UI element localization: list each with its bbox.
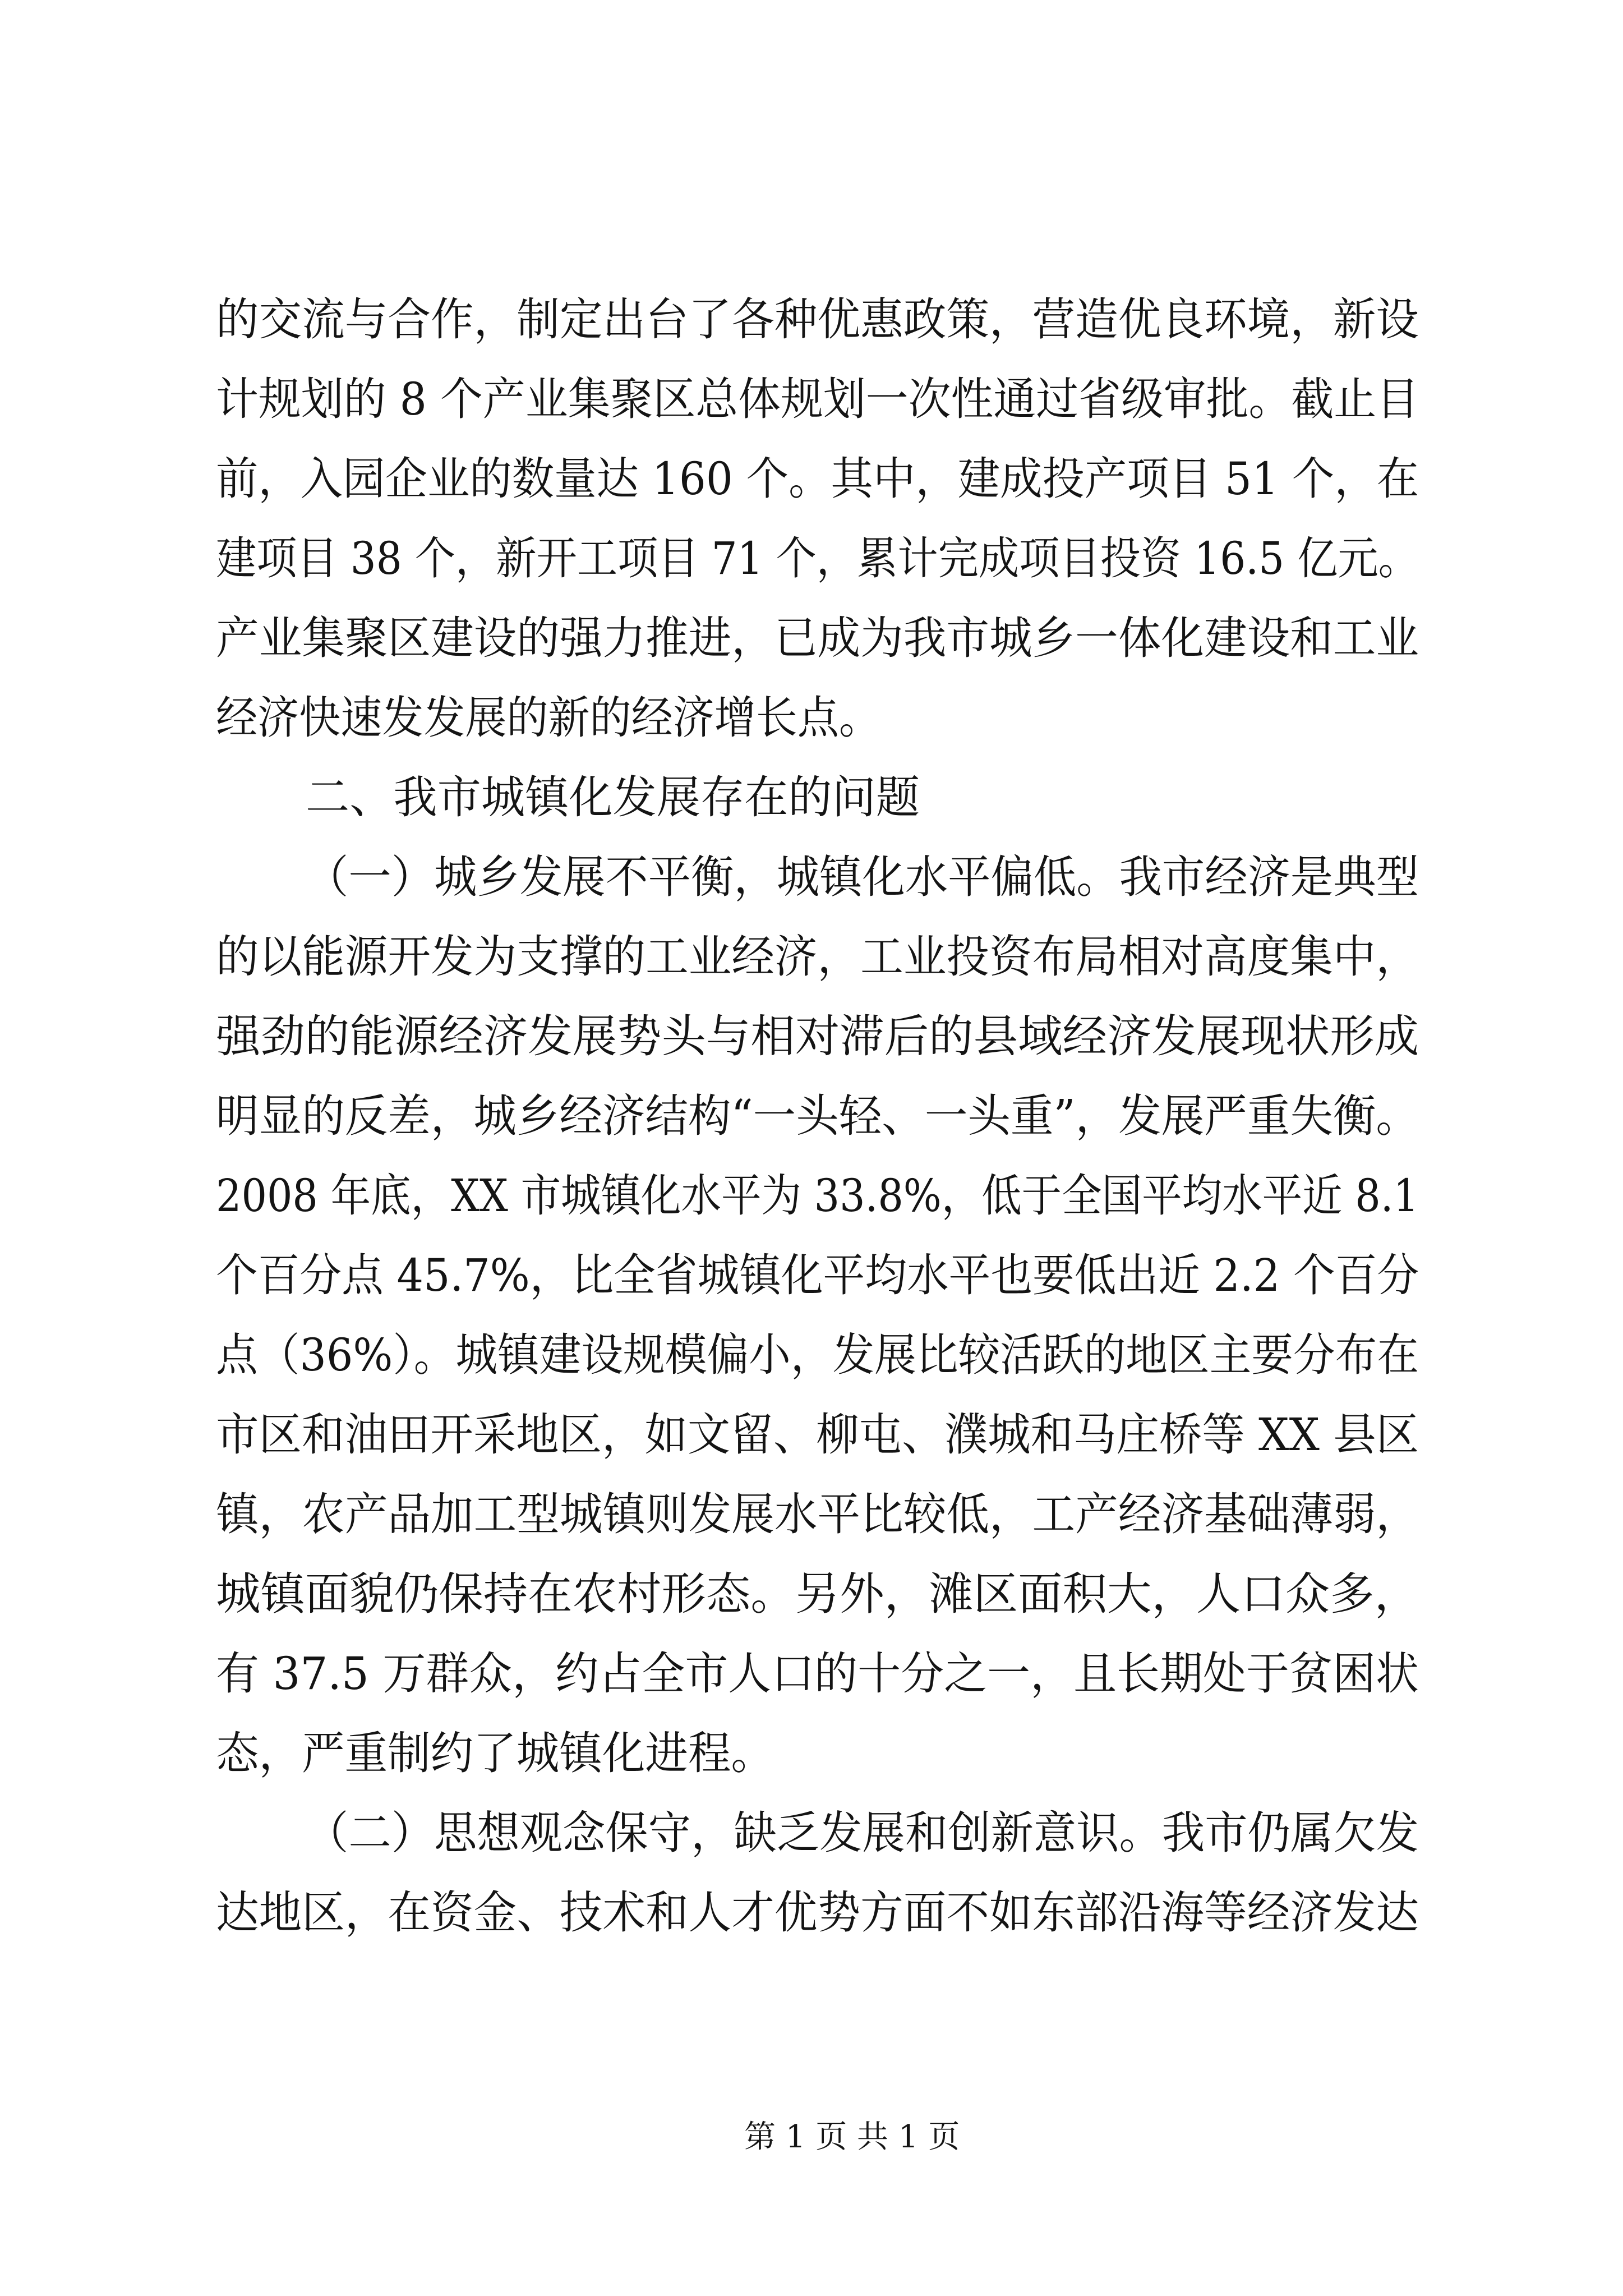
text-line bbox=[0, 1635, 1623, 1713]
text-line-content: 的交流与合作，制定出台了各种优惠政策，营造优良环境，新设 bbox=[216, 293, 1419, 346]
text-line bbox=[0, 838, 1623, 917]
text-line bbox=[0, 519, 1623, 598]
text-line bbox=[0, 440, 1623, 518]
text-line-content: 明显的反差，城乡经济结构“一头轻、一头重”，发展严重失衡。 bbox=[216, 1090, 1419, 1142]
text-line bbox=[0, 679, 1623, 757]
text-line-content: 经济快速发发展的新的经济增长点。 bbox=[216, 692, 881, 744]
text-line-content: 城镇面貌仍保持在农村形态。另外，滩区面积大，人口众多， bbox=[216, 1568, 1419, 1620]
text-line bbox=[0, 1236, 1623, 1315]
text-line-content: 个百分点 45.7%，比全省城镇化平均水平也要低出近 2.2 个百分 bbox=[216, 1249, 1419, 1301]
text-line-content: 计规划的 8 个产业集聚区总体规划一次性通过省级审批。截止目 bbox=[216, 373, 1419, 425]
text-line-content: 前，入园企业的数量达 160 个。其中，建成投产项目 51 个，在 bbox=[216, 453, 1419, 505]
text-line-content: （二）思想观念保守，缺乏发展和创新意识。我市仍属欠发 bbox=[306, 1807, 1419, 1859]
text-line-content: 市区和油田开采地区，如文留、柳屯、濮城和马庄桥等 XX 县区 bbox=[216, 1409, 1419, 1461]
text-line-content: 有 37.5 万群众，约占全市人口的十分之一，且长期处于贫困状 bbox=[216, 1648, 1419, 1700]
text-line bbox=[0, 918, 1623, 996]
text-line bbox=[0, 1714, 1623, 1793]
text-line bbox=[0, 997, 1623, 1076]
text-line bbox=[0, 1555, 1623, 1634]
text-line bbox=[0, 1316, 1623, 1395]
text-line-content: 达地区，在资金、技术和人才优势方面不如东部沿海等经济发达 bbox=[216, 1887, 1419, 1939]
text-line bbox=[0, 280, 1623, 359]
text-line-content: 产业集聚区建设的强力推进，已成为我市城乡一体化建设和工业 bbox=[216, 612, 1419, 664]
text-line bbox=[0, 1874, 1623, 1952]
page-footer: 第 1 页 共 1 页 bbox=[744, 2119, 960, 2155]
text-line-content: 的以能源开发为支撑的工业经济，工业投资布局相对高度集中， bbox=[216, 931, 1419, 983]
text-line bbox=[0, 1077, 1623, 1156]
text-line-content: 镇，农产品加工型城镇则发展水平比较低，工产经济基础薄弱， bbox=[216, 1488, 1419, 1540]
text-line-content: 二、我市城镇化发展存在的问题 bbox=[306, 771, 920, 823]
text-line-content: 点（36%）。城镇建设规模偏小，发展比较活跃的地区主要分布在 bbox=[216, 1329, 1419, 1381]
text-line-content: 强劲的能源经济发展势头与相对滞后的县域经济发展现状形成 bbox=[216, 1010, 1419, 1062]
text-line-content: （一）城乡发展不平衡，城镇化水平偏低。我市经济是典型 bbox=[306, 851, 1419, 903]
text-line bbox=[0, 1794, 1623, 1872]
text-line bbox=[0, 1157, 1623, 1235]
text-line bbox=[0, 758, 1623, 837]
text-line-content: 态，严重制约了城镇化进程。 bbox=[216, 1727, 774, 1779]
text-line-content: 2008 年底，XX 市城镇化水平为 33.8%，低于全国平均水平近 8.1 bbox=[216, 1170, 1419, 1222]
text-line bbox=[0, 599, 1623, 678]
text-line bbox=[0, 360, 1623, 439]
text-line bbox=[0, 1396, 1623, 1474]
text-line-content: 建项目 38 个，新开工项目 71 个，累计完成项目投资 16.5 亿元。 bbox=[216, 532, 1419, 585]
text-line bbox=[0, 1475, 1623, 1554]
